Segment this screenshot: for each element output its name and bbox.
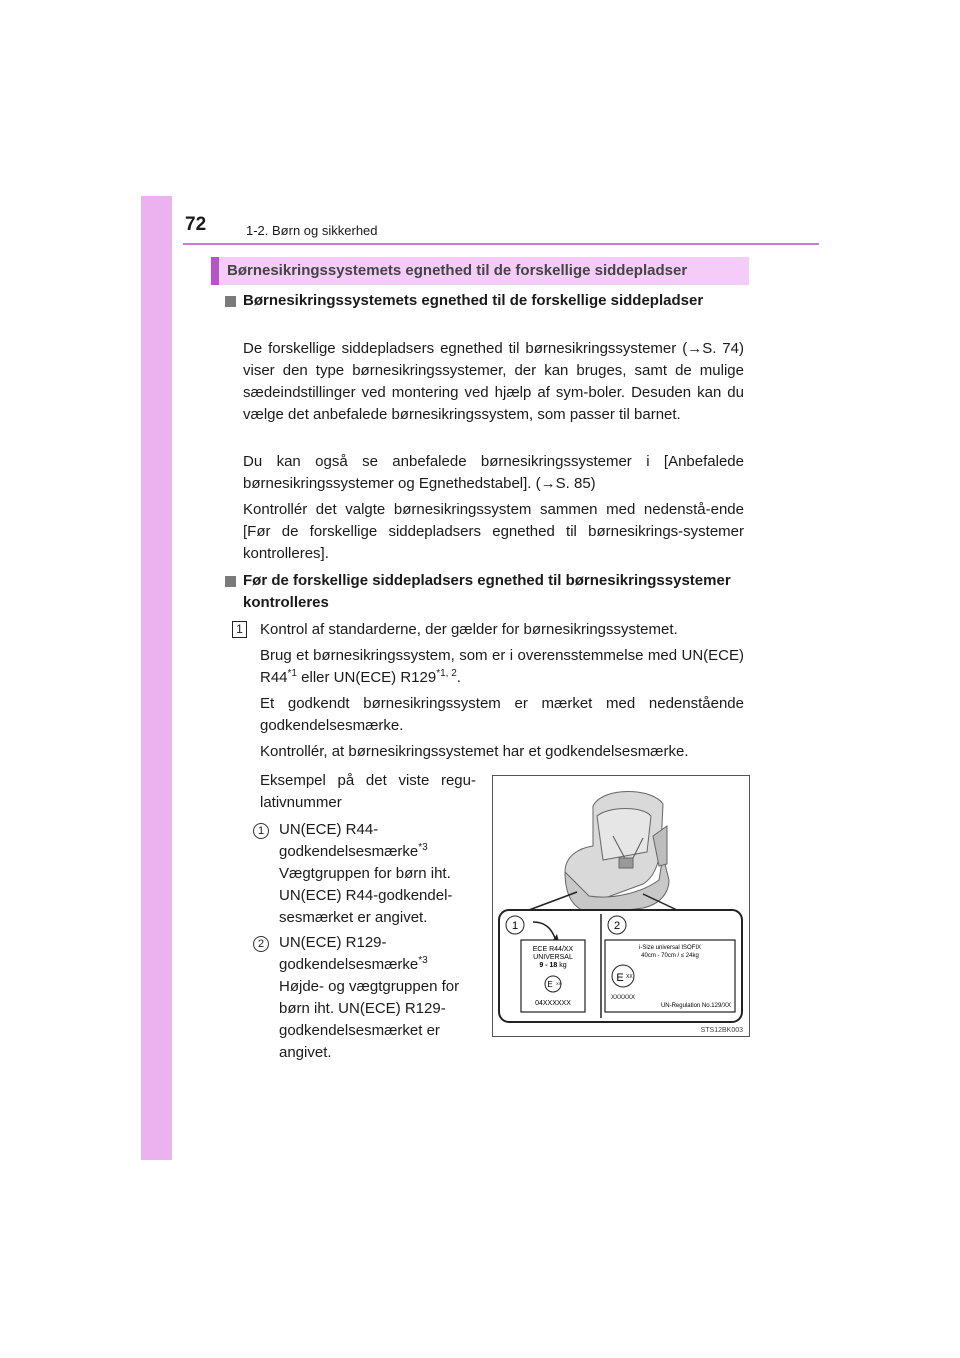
r129-item: UN(ECE) R129-godkendelsesmærke$^{*3}$ Højde- og vægtgruppen for børn iht. UN(ECE) R129-godkendelsesmærket er angivet. xyxy=(279,932,479,1064)
standards-paragraph: Brug et børnesikringssystem, som er i overensstemmelse med UN(ECE) R44$^{*1}$ eller UN(ECE) R129$^{*1, 2}$. xyxy=(260,647,744,686)
side-tab xyxy=(141,196,172,1160)
svg-text:UN-Regulation No.129/XX: UN-Regulation No.129/XX xyxy=(660,1003,731,1009)
r44-label-code: 04XXXXXX xyxy=(535,1000,571,1007)
banner-accent xyxy=(211,257,219,285)
banner-title: Børnesikringssystemets egnethed til de forskellige siddepladser xyxy=(227,262,688,279)
r44-e-mark: E xyxy=(547,980,553,989)
r44-label-line1: ECE R44/ xyxy=(532,946,564,953)
r44-label-weight: 9 - 18 xyxy=(539,962,558,969)
square-bullet-icon xyxy=(225,576,236,587)
svg-text:XX: XX xyxy=(556,981,562,986)
r44-title: UN(ECE) R44-godkendelsesmærke xyxy=(279,821,419,860)
section1-paragraph-3: Kontrollér det valgte børnesikringssystem sammen med nedenstå-ende [Før de forskellige siddepladsers egnethed til børnesikrings-systemer kontrolleres]. xyxy=(243,501,744,562)
check-paragraph: Kontrollér, at børnesikringssystemet har et godkendelsesmærke. xyxy=(260,743,689,760)
page-number: 72 xyxy=(185,214,207,235)
r129-e-mark: E xyxy=(616,972,624,984)
figure-callout-2: 2 xyxy=(613,920,621,932)
figure-callout-1: 1 xyxy=(511,920,519,932)
child-seat-figure xyxy=(492,775,750,1037)
r129-label-code: XXXXXX xyxy=(611,995,636,1001)
item-number-1: 1 xyxy=(253,823,269,839)
svg-text:XX: XX xyxy=(626,974,633,980)
section1-paragraph-1: De forskellige siddepladsers egnethed til børnesikringssystemer (→S. 74) viser den type børnesikringssystemer, der kan bruges, samt de mulige sædeindstillinger ved montering ved hjælp af sym-boler. Desuden kan du vælge det anbefalede børnesikringssystem, som passer til barnet. xyxy=(243,340,744,423)
header-rule xyxy=(183,243,819,245)
item-number-2: 2 xyxy=(253,936,269,952)
r129-label-line1: i-Size universal ISOFIX xyxy=(638,945,702,951)
step-number-badge: 1 xyxy=(232,621,247,638)
r129-label-line2: 40cm - 70cm / ≤ 24kg xyxy=(641,953,699,959)
approval-paragraph: Et godkendt børnesikringssystem er mærket med nedenstående godkendelsesmærke. xyxy=(260,695,744,734)
svg-text:ECE R44/XX: ECE R44/XX xyxy=(532,946,574,953)
svg-text:9 - 18 kg: 9 - 18 kg xyxy=(539,962,567,969)
square-bullet-icon xyxy=(225,296,236,307)
r44-label-line2: UNIVERSAL xyxy=(533,954,573,961)
section1-paragraph-2: Du kan også se anbefalede børnesikringssystemer i [Anbefalede børnesikringssystemer og Egnethedstabel]. (→S. 85) xyxy=(243,453,744,492)
step-text: Kontrol af standarderne, der gælder for børnesikringssystemet. xyxy=(260,621,678,638)
r129-title: UN(ECE) R129-godkendelsesmærke xyxy=(279,934,419,973)
example-caption: Eksempel på det viste regu-lativnummer xyxy=(260,772,476,811)
topic-banner xyxy=(211,257,749,285)
r44-item: UN(ECE) R44-godkendelsesmærke$^{*3}$ Vægtgruppen for børn iht. UN(ECE) R44-godkendel-sesmærket er angivet. xyxy=(279,819,479,929)
r129-regulation: UN-Regulation No.129/ xyxy=(660,1003,723,1009)
r129-description: Højde- og vægtgruppen for børn iht. UN(ECE) R129-godkendelsesmærket er angivet. xyxy=(279,978,460,1061)
section-title: 1-2. Børn og sikkerhed xyxy=(246,223,378,238)
figure-code: STS12BK003 xyxy=(700,1027,743,1034)
r44-description: Vægtgruppen for børn iht. UN(ECE) R44-godkendel-sesmærket er angivet. xyxy=(279,865,453,926)
section2-heading: Før de forskellige siddepladsers egnethed til børnesikringssystemer kontrolleres xyxy=(243,570,743,614)
section1-heading: Børnesikringssystemets egnethed til de forskellige siddepladser xyxy=(243,290,743,312)
child-seat-illustration xyxy=(493,776,749,1036)
child-seat-icon xyxy=(565,792,669,915)
